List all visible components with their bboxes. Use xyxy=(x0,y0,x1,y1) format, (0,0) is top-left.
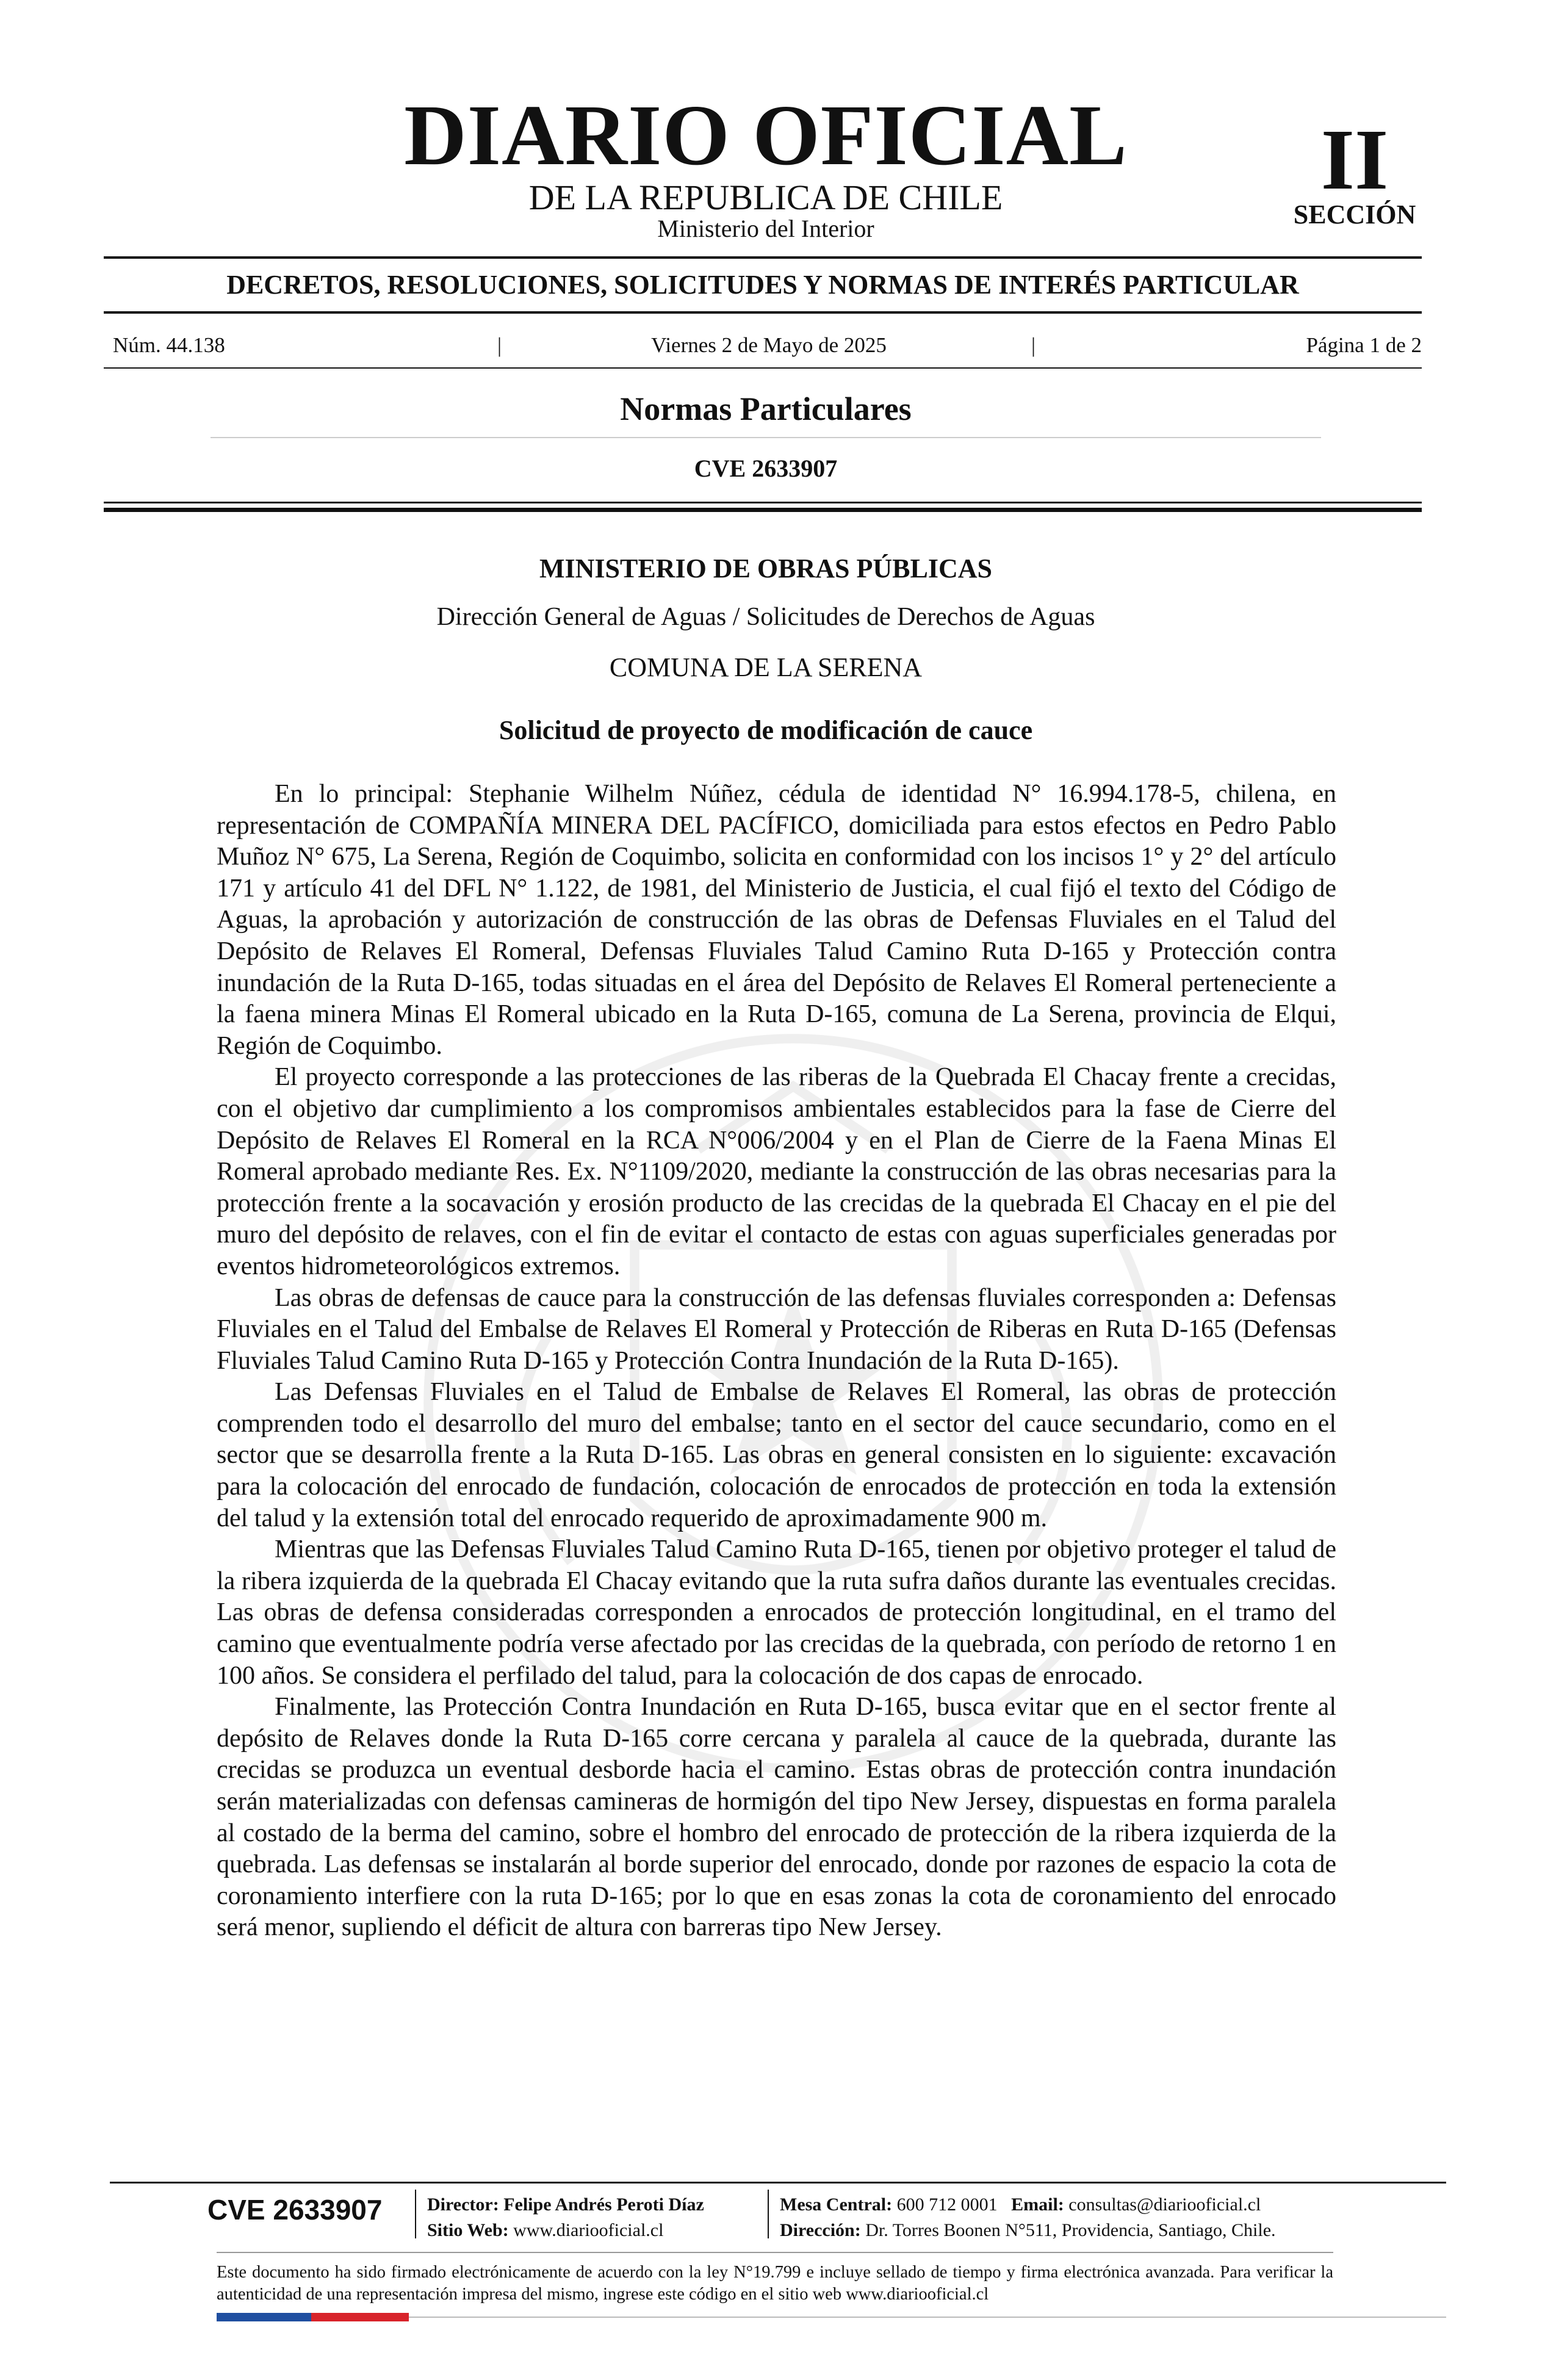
meta-separator-1: | xyxy=(497,333,502,357)
document-comuna: COMUNA DE LA SERENA xyxy=(609,652,923,682)
document-title: Solicitud de proyecto de modificación de cauce xyxy=(499,715,1033,745)
body-paragraph: El proyecto corresponde a las protecciones de las riberas de la Quebrada El Chacay frente a crecidas, con el objetivo dar cumplimiento a los compromisos ambientales establecidos para la fase de Cierre del Depósito de Relaves El Romeral en la RCA N°006/2004 y en el Plan de Cierre de la Faena Minas El Romeral aprobado mediante Res. Ex. N°1109/2020, mediante la construcción de las obras necesarias para la protección frente a la socavación y erosión producto de las crecidas de la quebrada El Chacay en el pie del muro del depósito de relaves, con el fin de evitar el contacto de estas con aguas superficiales generadas por eventos hidrometeorológicos extremos. xyxy=(217,1063,1336,1280)
newspaper-subtitle: DE LA REPUBLICA DE CHILE xyxy=(528,178,1003,217)
footer-divider-1 xyxy=(415,2190,416,2238)
issue-number: Núm. 44.138 xyxy=(113,333,225,357)
document-body xyxy=(217,779,1336,1944)
document-ministry: MINISTERIO DE OBRAS PÚBLICAS xyxy=(539,554,993,583)
body-paragraph: Finalmente, las Protección Contra Inundación en Ruta D-165, busca evitar que en el sector frente al depósito de Relaves donde la Ruta D-165 corre cercana y paralela al cauce de la quebrada, durante las crecidas se produzca un eventual desborde hacia el camino. Estas obras de protección contra inundación serán materializadas con defensas camineras de hormigón del tipo New Jersey, dispuestas en forma paralela al costado de la berma del camino, sobre el hombro del enrocado de protección de la ribera izquierda de la quebrada. Las defensas se instalarán al borde superior del enrocado, donde por razones de espacio la cota de coronamiento interfiere con la ruta D-165; por lo que en esas zonas la cota de coronamiento del enrocado será menor, supliendo el déficit de altura con barreras tipo New Jersey. xyxy=(217,1693,1336,1942)
footer-legal-note: Este documento ha sido firmado electrónicamente de acuerdo con la ley N°19.799 e incluye sellado de tiempo y firma electrónica avanzada. Para verificar la autenticidad de una representación impresa del mismo, ingrese este código en el sitio web www.diariooficial.cl xyxy=(217,2263,1333,2304)
website-link[interactable]: www.diariooficial.cl xyxy=(513,2220,664,2240)
newspaper-ministry: Ministerio del Interior xyxy=(657,215,874,242)
newspaper-title: DIARIO OFICIAL xyxy=(404,87,1128,183)
page-indicator: Página 1 de 2 xyxy=(1306,333,1422,357)
flag-bar-red xyxy=(311,2313,409,2321)
footer-rule-bottom xyxy=(409,2317,1446,2318)
email-link[interactable]: consultas@diariooficial.cl xyxy=(1068,2194,1261,2215)
mesa-label: Mesa Central: xyxy=(780,2194,893,2215)
mesa-phone: 600 712 0001 xyxy=(896,2194,998,2215)
body-paragraph: Las Defensas Fluviales en el Talud de Embalse de Relaves El Romeral, las obras de protección comprenden todo el desarrollo del muro del embalse; tanto en el sector del cauce secundario, como en el sector que se desarrolla frente a la Ruta D-165. Las obras en general consisten en lo siguiente: excavación para la colocación del enrocado de fundación, colocación de enrocados de protección en toda la extensión del talud y la extensión total del enrocado requerido de aproximadamente 900 m. xyxy=(217,1378,1336,1532)
document-direccion: Dirección General de Aguas / Solicitudes de Derechos de Aguas xyxy=(436,603,1095,631)
website-label: Sitio Web: xyxy=(427,2220,509,2240)
masthead-rule-bottom xyxy=(104,311,1422,314)
flag-bar-blue xyxy=(217,2313,311,2321)
body-paragraph: Mientras que las Defensas Fluviales Talud Camino Ruta D-165, tienen por objetivo proteger el talud de la ribera izquierda de la quebrada El Chacay evitando que la ruta sufra daños durante las eventuales crecidas. Las obras de defensa consideradas corresponden a enrocados de protección longitudinal, en el tramo del camino que eventualmente podría verse afectado por las crecidas de la quebrada, con período de retorno 1 en 100 años. Se considera el perfilado del talud, para la colocación de dos capas de enrocado. xyxy=(217,1535,1336,1690)
heading-double-rule-1 xyxy=(104,502,1422,503)
footer-cve-code: CVE 2633907 xyxy=(207,2194,383,2226)
section-label: SECCIÓN xyxy=(1293,200,1416,229)
body-paragraph: Las obras de defensas de cauce para la construcción de las defensas fluviales corresponden a: Defensas Fluviales en el Talud del Embalse de Relaves El Romeral y Protección de Riberas en Ruta D-165 (Defensas Fluviales Talud Camino Ruta D-165 y Protección Contra Inundación de la Ruta D-165). xyxy=(217,1283,1336,1375)
director-name: Felipe Andrés Peroti Díaz xyxy=(503,2194,704,2215)
meta-separator-2: | xyxy=(1031,333,1036,357)
email-label: Email: xyxy=(1011,2194,1064,2215)
footer-divider-2 xyxy=(768,2190,769,2238)
page-title: Normas Particulares xyxy=(620,391,912,427)
footer-director-block xyxy=(427,2192,769,2243)
footer-contact-block xyxy=(780,2192,1390,2243)
body-paragraph: En lo principal: Stephanie Wilhelm Núñez, cédula de identidad N° 16.994.178-5, chilena, en representación de COMPAÑÍA MINERA DEL PACÍFICO, domiciliada para estos efectos en Pedro Pablo Muñoz N° 675, La Serena, Región de Coquimbo, solicita en conformidad con los incisos 1° y 2° del artículo 171 y artículo 41 del DFL N° 1.122, de 1981, del Ministerio de Justicia, el cual fijó el texto del Código de Aguas, la aprobación y autorización de construcción de las obras de Defensas Fluviales en el Talud del Depósito de Relaves El Romeral, Defensas Fluviales Talud Camino Ruta D-165 y Protección contra inundación de la Ruta D-165, todas situadas en el área del Depósito de Relaves El Romeral perteneciente a la faena minera Minas El Romeral ubicado en la Ruta D-165, comuna de La Serena, provincia de Elqui, Región de Coquimbo. xyxy=(217,780,1336,1060)
footer-rule-top xyxy=(110,2182,1446,2183)
masthead-rule-top xyxy=(104,256,1422,259)
meta-rule xyxy=(104,367,1422,369)
address-label: Dirección: xyxy=(780,2220,861,2240)
footer-rule-mid xyxy=(217,2252,1333,2253)
cve-code: CVE 2633907 xyxy=(694,455,838,482)
address-value: Dr. Torres Boonen N°511, Providencia, Santiago, Chile. xyxy=(865,2220,1276,2240)
section-number: II xyxy=(1320,111,1389,207)
title-rule xyxy=(211,437,1321,438)
heading-double-rule-2 xyxy=(104,508,1422,512)
director-label: Director: xyxy=(427,2194,499,2215)
section-banner: DECRETOS, RESOLUCIONES, SOLICITUDES Y NORMAS DE INTERÉS PARTICULAR xyxy=(226,270,1299,300)
issue-date: Viernes 2 de Mayo de 2025 xyxy=(651,333,887,357)
